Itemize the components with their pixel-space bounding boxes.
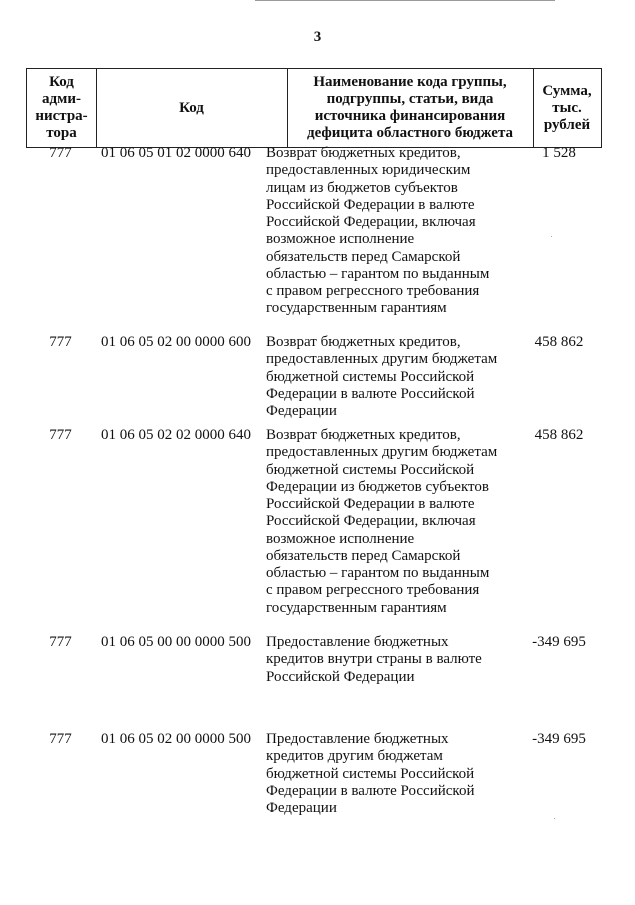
row-admin-code: 777 <box>49 634 72 650</box>
header-sum <box>533 69 601 147</box>
row-name-line: бюджетной системы Российской <box>266 765 475 782</box>
row-name-line: Российской Федерации, включая <box>266 513 476 530</box>
row-name-line: с правом регрессного требования <box>266 582 480 599</box>
row-sum: 458 862 <box>534 427 584 443</box>
scan-top-rule <box>255 0 555 1</box>
row-name-line: обязательств перед Самарской <box>266 248 461 265</box>
row-code: 01 06 05 02 00 0000 600 <box>101 334 251 350</box>
row-admin-code: 777 <box>49 427 72 443</box>
row-name-line: бюджетной системы Российской <box>266 368 475 385</box>
row-admin-code: 777 <box>49 145 72 161</box>
row-name <box>266 731 511 817</box>
row-name-line: Российской Федерации, включая <box>266 214 476 230</box>
row-code: 01 06 05 02 00 0000 500 <box>101 731 251 747</box>
row-name-line: Предоставление бюджетных <box>266 634 449 650</box>
row-name-line: предоставленных юридическим <box>266 162 471 179</box>
row-code: 01 06 05 00 00 0000 500 <box>101 634 251 650</box>
row-name <box>266 634 511 686</box>
row-sum: -349 695 <box>532 731 586 747</box>
row-name <box>266 334 511 420</box>
row-name-line: Возврат бюджетных кредитов, <box>266 334 461 350</box>
row-code: 01 06 05 02 02 0000 640 <box>101 427 251 443</box>
row-name-line: возможное исполнение <box>266 530 415 547</box>
header-sum-text: Сумма, тыс. рублей <box>542 82 592 133</box>
row-admin-code: 777 <box>49 731 72 747</box>
row-name-line: лицам из бюджетов субъектов <box>266 179 458 196</box>
row-name-line: бюджетной системы Российской <box>266 461 475 478</box>
header-name <box>287 69 534 147</box>
row-name-line: областью – гарантом по выданным <box>266 265 490 282</box>
row-name-line: Федерации в валюте Российской <box>266 385 475 402</box>
row-code: 01 06 05 01 02 0000 640 <box>101 145 251 161</box>
row-name <box>266 145 511 318</box>
row-name-line: обязательств перед Самарской <box>266 547 461 564</box>
scan-speck <box>551 236 552 237</box>
row-name-line: Возврат бюджетных кредитов, <box>266 427 461 443</box>
row-name-line: Федерации <box>266 403 337 419</box>
row-name-line: Российской Федерации в валюте <box>266 196 475 213</box>
header-admin-code <box>27 69 97 147</box>
row-name-line: кредитов другим бюджетам <box>266 748 443 765</box>
row-name-line: государственным гарантиям <box>266 300 447 317</box>
header-name-text: Наименование кода группы, подгруппы, статьи, вида источника финансирования дефицита областного бюджета <box>306 74 513 141</box>
row-name-line: государственным гарантиям <box>266 599 447 616</box>
row-name-line: Российской Федерации <box>266 668 415 685</box>
header-code-text: Код <box>179 99 204 116</box>
row-name-line: предоставленных другим бюджетам <box>266 444 498 461</box>
row-name-line: Возврат бюджетных кредитов, <box>266 145 461 161</box>
table-header <box>26 68 602 148</box>
row-name-line: с правом регрессного требования <box>266 283 480 299</box>
page-number: 3 <box>313 29 322 45</box>
row-name <box>266 427 511 617</box>
row-name-line: Федерации <box>266 800 337 816</box>
row-name-line: возможное исполнение <box>266 231 415 248</box>
row-sum: 458 862 <box>534 334 584 350</box>
header-code <box>96 69 288 147</box>
row-name-line: предоставленных другим бюджетам <box>266 351 498 368</box>
row-admin-code: 777 <box>49 334 72 350</box>
row-name-line: областью – гарантом по выданным <box>266 565 490 581</box>
header-admin-code-text: Код адми- нистра- тора <box>35 74 88 141</box>
row-sum: -349 695 <box>532 634 586 650</box>
row-name-line: Федерации из бюджетов субъектов <box>266 478 489 495</box>
row-sum: 1 528 <box>542 145 576 161</box>
row-name-line: кредитов внутри страны в валюте <box>266 651 482 668</box>
row-name-line: Предоставление бюджетных <box>266 731 449 747</box>
scan-speck <box>554 818 555 819</box>
row-name-line: Федерации в валюте Российской <box>266 782 475 799</box>
row-name-line: Российской Федерации в валюте <box>266 496 475 512</box>
